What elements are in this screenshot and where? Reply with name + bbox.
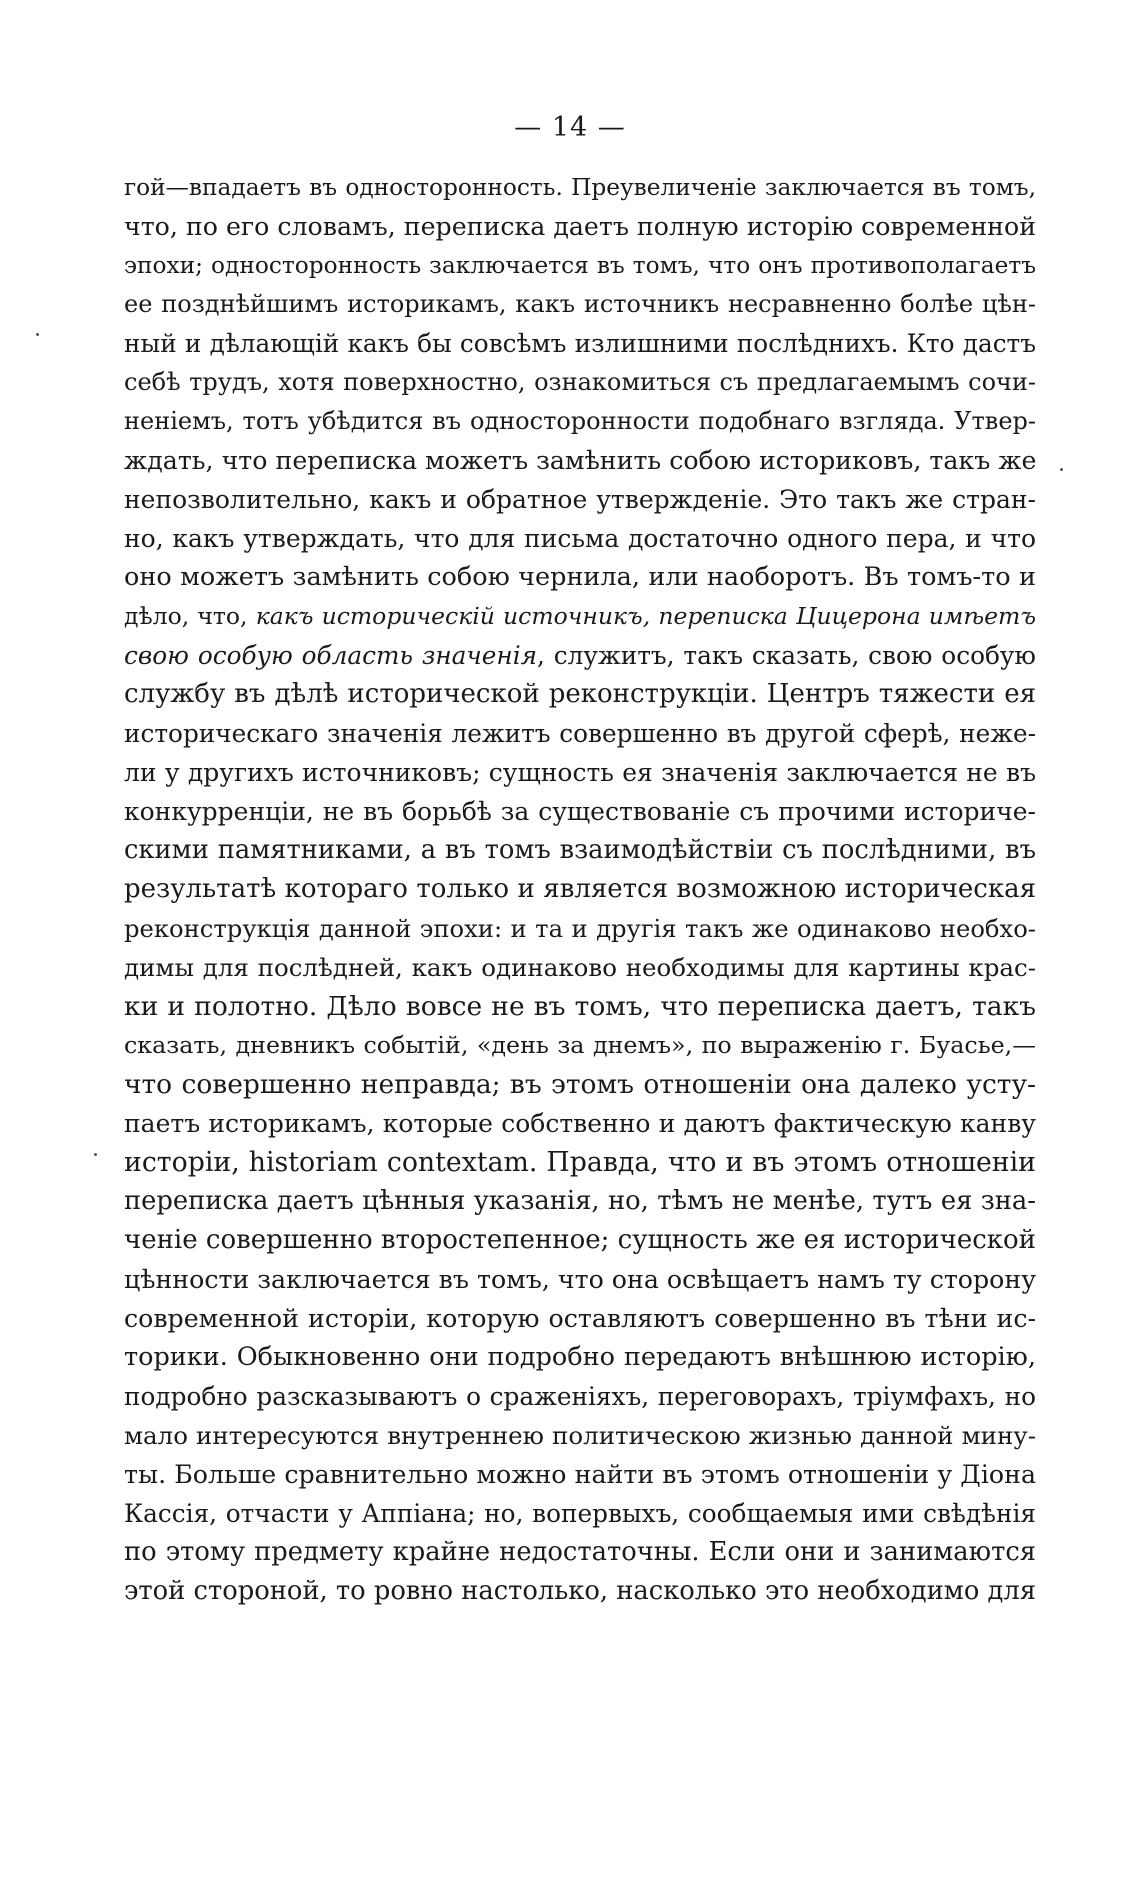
text-segment: паетъ историкамъ, которые собственно и даютъ фактическую канву xyxy=(124,1109,1036,1138)
text-segment: подробно разсказываютъ о сраженіяхъ, переговорахъ, тріумфахъ, но xyxy=(124,1382,1036,1411)
text-line xyxy=(124,402,1036,441)
text-line xyxy=(124,246,1036,285)
text-segment: эпохи; односторонность заключается въ томъ, что онъ противополагаетъ xyxy=(124,252,1036,279)
italic-text: свою особую область значенія xyxy=(124,641,538,670)
text-segment: оно можетъ замѣнить собою чернила, или наоборотъ. Въ томъ-то и xyxy=(124,562,1036,592)
page-number: — 14 — xyxy=(514,112,626,143)
text-segment: ли у другихъ источниковъ; сущность ея значенія заключается не въ xyxy=(124,758,1036,787)
text-segment: ки и полотно. Дѣло вовсе не въ томъ, что переписка даетъ, такъ xyxy=(124,991,1036,1022)
text-segment: димы для послѣдней, какъ одинаково необходимы для картины крас- xyxy=(124,953,1036,982)
text-segment: ный и дѣлающій какъ бы совсѣмъ излишними послѣднихъ. Кто дастъ xyxy=(124,329,1036,358)
text-line xyxy=(124,1377,1036,1416)
text-line xyxy=(124,1143,1036,1182)
text-segment: ждать, что переписка можетъ замѣнить собою историковъ, такъ же xyxy=(124,446,1036,475)
text-segment: этой стороной, то ровно настолько, насколько это необходимо для xyxy=(124,1576,1036,1606)
text-segment: гой—впадаетъ въ односторонность. Преувеличеніе заключается въ томъ, xyxy=(124,174,1036,201)
text-line xyxy=(124,1533,1036,1572)
text-segment: непозволительно, какъ и обратное утвержденіе. Это такъ же стран- xyxy=(124,485,1036,514)
text-segment: конкурренціи, не въ борьбѣ за существованіе съ прочими историче- xyxy=(124,797,1036,826)
text-segment: торики. Обыкновенно они подробно передаютъ внѣшнюю исторію, xyxy=(124,1342,1036,1372)
text-line xyxy=(124,675,1036,714)
text-line xyxy=(124,363,1036,402)
text-segment: ченіе совершенно второстепенное; сущность же ея исторической xyxy=(124,1225,1036,1255)
text-segment: исторіи, historiam contextam. Правда, что и въ этомъ отношеніи xyxy=(124,1147,1036,1178)
text-line xyxy=(124,909,1036,948)
text-line xyxy=(124,1455,1036,1494)
text-segment: что, по его словамъ, переписка даетъ полную исторію современной xyxy=(124,212,1036,241)
text-line xyxy=(124,753,1036,792)
text-segment: скими памятниками, а въ томъ взаимодѣйствіи съ послѣдними, въ xyxy=(124,835,1036,865)
text-segment: Кассія, отчасти у Аппіана; но, вопервыхъ, сообщаемыя ими свѣдѣнія xyxy=(124,1499,1036,1528)
text-segment: цѣнности заключается въ томъ, что она освѣщаетъ намъ ту сторону xyxy=(124,1265,1036,1294)
text-line xyxy=(124,324,1036,363)
text-segment: что совершенно неправда; въ этомъ отношеніи она далеко усту- xyxy=(124,1069,1036,1100)
text-segment: службу въ дѣлѣ исторической реконструкціи. Центръ тяжести ея xyxy=(124,679,1036,709)
text-line xyxy=(124,1182,1036,1221)
text-line xyxy=(124,636,1036,675)
text-line xyxy=(124,168,1036,207)
text-segment: по этому предмету крайне недостаточны. Если они и занимаются xyxy=(124,1537,1036,1567)
text-segment: неніемъ, тотъ убѣдится въ односторонности подобнаго взгляда. Утвер- xyxy=(124,407,1036,435)
text-segment: результатѣ котораго только и является возможною историческая xyxy=(124,874,1036,904)
text-segment: себѣ трудъ, хотя поверхностно, ознакомиться съ предлагаемымъ сочи- xyxy=(124,368,1036,396)
text-line xyxy=(124,441,1036,480)
text-line xyxy=(124,1299,1036,1338)
text-line xyxy=(124,792,1036,831)
text-line xyxy=(124,480,1036,519)
text-line xyxy=(124,1026,1036,1065)
text-line xyxy=(124,285,1036,324)
text-segment: переписка даетъ цѣнныя указанія, но, тѣмъ не менѣе, тутъ ея зна- xyxy=(124,1186,1036,1216)
text-line xyxy=(124,1065,1036,1104)
text-line xyxy=(124,948,1036,987)
text-segment: историческаго значенія лежитъ совершенно въ другой сферѣ, неже- xyxy=(124,719,1036,748)
text-line xyxy=(124,1338,1036,1377)
text-line xyxy=(124,1416,1036,1455)
text-line xyxy=(124,1104,1036,1143)
italic-text: какъ историческій источникъ, переписка Цицерона имѣетъ xyxy=(255,602,1036,630)
text-line xyxy=(124,1494,1036,1533)
text-line xyxy=(124,714,1036,753)
text-segment: современной исторіи, которую оставляютъ совершенно въ тѣни ис- xyxy=(124,1304,1036,1333)
text-line xyxy=(124,597,1036,636)
text-line xyxy=(124,831,1036,870)
text-line xyxy=(124,870,1036,909)
text-segment: реконструкція данной эпохи: и та и другія такъ же одинаково необхо- xyxy=(124,914,1036,943)
text-segment: ты. Больше сравнительно можно найти въ этомъ отношеніи у Діона xyxy=(124,1460,1036,1489)
text-segment: мало интересуются внутреннею политическою жизнью данной мину- xyxy=(124,1421,1036,1450)
scan-speck xyxy=(36,333,39,336)
text-line xyxy=(124,1260,1036,1299)
text-line xyxy=(124,1221,1036,1260)
text-line xyxy=(124,558,1036,597)
body-text xyxy=(124,168,1036,1611)
text-line xyxy=(124,1572,1036,1611)
scan-speck xyxy=(1060,468,1063,471)
text-segment: но, какъ утверждать, что для письма достаточно одного пера, и что xyxy=(124,524,1036,553)
text-segment: сказать, дневникъ событій, «день за днемъ», по выраженію г. Буасье,— xyxy=(124,1031,1036,1059)
scan-speck xyxy=(94,1153,97,1156)
text-segment: ее позднѣйшимъ историкамъ, какъ источникъ несравненно болѣе цѣн- xyxy=(124,290,1036,318)
text-segment: дѣло, что, xyxy=(124,602,256,630)
text-line xyxy=(124,987,1036,1026)
text-segment: , служитъ, такъ сказать, свою особую xyxy=(537,641,1036,670)
text-line xyxy=(124,519,1036,558)
text-line xyxy=(124,207,1036,246)
